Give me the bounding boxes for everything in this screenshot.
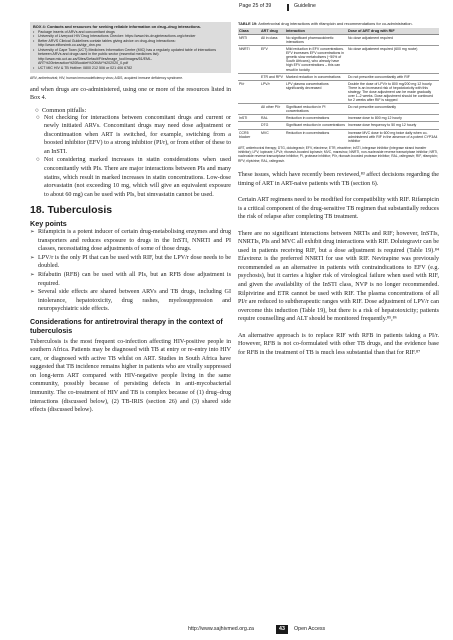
box-4-item[interactable]: • Better ARVS Clinical Guidelines contain tables giving advice on drug-drug interactions: http://www.eliforsimb.co.za/dgr_dnn.pro xyxy=(33,39,228,48)
open-access-label: Open Access xyxy=(294,626,326,632)
table-cell: Mild reduction in EFV concentrations. EFV increases EFV concentrations in genetic slow metabolisers (~50% of South Africans), who already have high EFV concentrations – this can result in toxicity xyxy=(285,46,347,74)
key-point-text: LPV/r is the only PI that can be used with RIF, but the LPV/r dose needs to be doubled. xyxy=(38,254,231,270)
column-header: ART drug xyxy=(260,28,285,35)
column-header: Dose of ART drug with RIF xyxy=(347,28,439,35)
table-row xyxy=(238,122,439,129)
paragraph: There are no significant interactions between NRTIs and RIF; however, InSTIs, NNRTIs, PIs and MVC all exhibit drug interactions with RIF. Dolutegravir can be used in patients receiving RIF, but a dose adjustment is required (Table 19).⁸⁴ Efavirenz is the preferred NNRTI for use with RIF. Nevirapine was previously recommended as an alternative in patients with contraindications to EFV (e.g. psychosis), but it carries a higher risk of virological failure when used with RIF, and given the availability of the InSTI class, NVP is no longer recommended. Rilpivirine and ETR cannot be used with RIF. The plasma concentrations of all PI/r are reduced to subtherapeutic ranges with RIF. Dose adjustment of LPV/r can overcome this induction (Table 19), but there is a risk of hepatotoxicity; patients require counselling and ALT should be monitored frequently.⁸⁵,⁸⁶ xyxy=(238,230,439,323)
section-title: 18. Tuberculosis xyxy=(30,204,113,217)
circle-bullet-icon: ○ xyxy=(36,114,40,121)
table-row xyxy=(238,34,439,45)
table-cell: RAL xyxy=(260,115,285,122)
table-cell: No significant pharmacokinetic interactions xyxy=(285,34,347,45)
table-cell xyxy=(238,104,260,115)
table-cell: Reduction in concentrations xyxy=(285,115,347,122)
box-4-footnote: ARV, antiretroviral; HIV, human immunodeficiency virus; AIDS, acquired immune deficiency syndrome. xyxy=(30,76,184,81)
box-4-title: BOX 4: Contacts and resources for seeking reliable information on drug–drug interactions. xyxy=(33,24,201,29)
journal-url-link[interactable]: http://www.sajhivmed.org.za xyxy=(188,626,254,632)
table-19 xyxy=(238,28,439,144)
table-cell: Increase dose to 800 mg 12 hourly xyxy=(347,115,439,122)
subsection-title: Considerations for antiretroviral therapy in the context of tuberculosis xyxy=(30,317,223,335)
table-cell: EFV xyxy=(260,46,285,74)
table-row xyxy=(238,80,439,103)
circle-bullet-icon: ○ xyxy=(36,157,40,164)
table-19-title: TABLE 19: Antiretroviral drug interactions with rifampicin and recommendations for co-administration. xyxy=(238,21,413,26)
pitfalls-heading: ○ Common pitfalls: xyxy=(35,106,87,114)
table-row xyxy=(238,104,439,115)
table-cell: Marked reduction in concentrations xyxy=(285,73,347,80)
left-column xyxy=(30,22,231,415)
paragraph: These issues, which have recently been reviewed,⁸³ affect decisions regarding the timing of ART in ART-naive patients with TB (section 6). xyxy=(238,171,439,187)
arrow-bullet-icon: ➢ xyxy=(30,254,35,261)
paragraph: Tuberculosis is the most frequent co-infection affecting HIV-positive people in southern Africa. Patients may be diagnosed with TB at entry or re-entry into HIV care, or diagnosed with active TB whilst on ART. Studies in South Africa have suggested that TB incidence remains higher in patients who are virally suppressed on long-term ART compared with HIV-negative people living in the same community, possibly because of persisting defects in anti-mycobacterial immunity. The co-treatment of HIV and TB is complex because of (1) drug–drug interactions (discussed below), (2) TB-IRIS (section 26) and (3) shared side effects (discussed below). xyxy=(30,338,231,414)
table-cell: InSTI xyxy=(238,115,260,122)
header-divider xyxy=(287,4,289,11)
column-header: Interaction xyxy=(285,28,347,35)
pitfall-text: Not considering marked increases in statin considerations when used concomitantly with PIs. There are major interactions between PIs and many statins, which result in marked increases in statin concentrations. Low-dose atorvastatin (not exceeding 10 mg, which will give an equivalent exposure to about 60 mg) can be used with PIs, but simvastatin cannot be used. xyxy=(44,157,231,198)
key-points-heading: Key points xyxy=(30,219,67,229)
box-4-item[interactable]: • University of Cape Town (UCT) Medicines Information Centre (MIC) has a regularly updated table of interactions between ARVs and drugs used in the public sector (essential medicines list): http://www.mic.uct.ac.za/Sites/Default/Files/image_tool/images/51/EML-ART%20Interaction%20Booklet%20MAY%202020_0.pdf xyxy=(33,48,228,66)
table-cell: Increase dose frequency to 50 mg 12 hourly xyxy=(347,122,439,129)
table-cell: DTG xyxy=(260,122,285,129)
table-cell: Reduction in concentrations xyxy=(285,129,347,144)
key-point-text: Rifampicin is a potent inducer of certain drug-metabolising enzymes and drug transporters and reduces exposure to drugs in the InSTI, NNRTI and PI classes, necessitating dose adjustments of some of those drugs. xyxy=(38,229,231,253)
column-header: Class xyxy=(238,28,260,35)
paragraph: and when drugs are co-administered, using one or more of the resources listed in Box 4. xyxy=(30,86,231,102)
table-cell: ETR and RPV xyxy=(260,73,285,80)
pitfall-text: Not checking for interactions between concomitant drugs and current or newly initiated ARVs. Concomitant drugs may need dose adjustment or discontinuation when ART is switched, for example, switching from a boosted inhibitor (EFV) to a strong inhibitor (PI/r), or from either of these to an InSTI. xyxy=(44,114,231,155)
table-cell: Do not prescribe concomitantly xyxy=(347,104,439,115)
box-4-item: • Package inserts of ARVs and concomitant drugs xyxy=(33,30,228,34)
key-point-item xyxy=(30,228,231,254)
table-cell: NRTI xyxy=(238,34,260,45)
key-point-text: Rifabutin (RFB) can be used with all PIs, but an RFB dose adjustment is required. xyxy=(38,271,231,287)
table-cell xyxy=(238,122,260,129)
page-number-label: Page 25 of 39 xyxy=(239,3,272,9)
table-cell: PI/r xyxy=(238,80,260,103)
table-cell: All other PI/r xyxy=(260,104,285,115)
box-4-item[interactable]: • University of Liverpool HIV Drug Interactions Checker: https://www.hiv-druginteractions.org/checker xyxy=(33,34,228,38)
table-cell: LPV plasma concentrations significantly decreased xyxy=(285,80,347,103)
paragraph: Certain ART regimens need to be modified for compatibility with RIF. Rifampicin is a critical component of the drug-sensitive TB regimen that substantially reduces the risk of relapse after completing TB treatment. xyxy=(238,197,439,221)
table-cell: Double the dose of LPV/r to 800 mg/200 mg 12 hourly. There is an increased risk of hepatotoxicity with this strategy. The dose adjustment can be made gradually over 1–2 weeks. Dose adjustment should be continued for 2 weeks after RIF is stopped xyxy=(347,80,439,103)
pitfall-item xyxy=(30,114,231,157)
header-section-label: Guideline xyxy=(294,3,316,9)
table-cell: CCR5 blocker xyxy=(238,129,260,144)
table-cell: Significant reduction in PI concentrations xyxy=(285,104,347,115)
box-4-item: • UCT MIC HIV & TB Hotline: 0800 212 506 or 021 406 6782 xyxy=(33,66,228,70)
page-number-badge: 43 xyxy=(276,625,288,634)
table-row xyxy=(238,46,439,74)
table-cell: No dose adjustment required (600 mg nocte) xyxy=(347,46,439,74)
pitfall-item xyxy=(30,156,231,199)
table-row xyxy=(238,73,439,80)
table-cell: Significant reduction in concentrations xyxy=(285,122,347,129)
table-cell: No dose adjustment required xyxy=(347,34,439,45)
table-row xyxy=(238,115,439,122)
paragraph: An alternative approach is to replace RIF with RFB in patients taking a PI/r. However, RFB is not co-formulated with other TB drugs, and the evidence base for RFB in the treatment of TB is much less substantial than that for RIF.⁸⁷ xyxy=(238,332,439,356)
arrow-bullet-icon: ➢ xyxy=(30,271,35,278)
table-cell: Increase MVC dose to 600 mg twice daily when co-administered with RIF in the absence of a potent CYP3A4 inhibitor xyxy=(348,130,438,143)
table-row xyxy=(238,129,439,144)
box-4-list xyxy=(33,30,228,70)
key-point-text: Several side effects are shared between ARVs and TB drugs, including GI intolerance, hepatotoxicity, drug rashes, myelosuppression and neuropsychiatric side effects. xyxy=(38,289,231,313)
table-19-footnote: ART, antiretroviral therapy; DTG, dolutegravir; EFV, efavirenz; ETR, etravirine; InSTI, integrase inhibitor (integrase strand transfer inhibitor); LPV, lopinavir; LPV/r, ritonavir-boosted lopinavir; MVC, maraviroc; NNRTI, non-nucleoside reverse transcriptase inhibitor; NRTI, nucleoside reverse transcriptase inhibitor; PI, protease inhibitor; PI/r, ritonavir-boosted protease inhibitor; RAL, raltegravir; RIF, rifampicin; RPV, rilpivirine; RAL, raltegravir. xyxy=(238,145,439,163)
key-point-item xyxy=(30,254,231,271)
arrow-bullet-icon: ➢ xyxy=(30,289,35,296)
table-cell xyxy=(238,73,260,80)
table-cell: LPV/r xyxy=(260,80,285,103)
table-cell: Do not prescribe concomitantly with RIF xyxy=(347,73,439,80)
key-point-item xyxy=(30,288,231,314)
key-point-item xyxy=(30,271,231,288)
arrow-bullet-icon: ➢ xyxy=(30,229,35,236)
right-column xyxy=(238,22,439,357)
table-cell: NNRTI xyxy=(238,46,260,74)
table-cell: All in class xyxy=(260,34,285,45)
page-header xyxy=(0,3,453,15)
circle-bullet-icon: ○ xyxy=(35,106,42,114)
table-cell: MVC xyxy=(260,129,285,144)
box-4 xyxy=(30,22,231,73)
page-footer xyxy=(0,625,453,637)
